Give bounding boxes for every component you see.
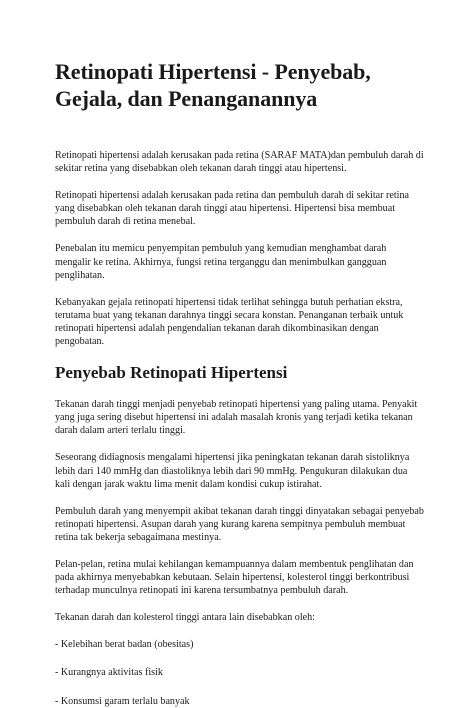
- section-paragraph-5: Tekanan darah dan kolesterol tinggi antara lain disebabkan oleh:: [55, 612, 315, 624]
- intro-paragraph-2: Retinopati hipertensi adalah kerusakan pada retina dan pembuluh darah di sekitar retina yang disebabkan oleh tekanan darah tinggi atau hipertensi. Hipertensi bisa membuat pembuluh darah di retina menebal.: [55, 190, 409, 228]
- section-paragraph-4: Pelan-pelan, retina mulai kehilangan kemampuannya dalam membentuk penglihatan dan pada akhirnya menyebabkan kebutaan. Selain hipertensi, kolesterol tinggi berkontribusi terhadap munculnya retinopati ini karena tersumbatnya pembuluh darah.: [55, 558, 414, 597]
- list-item: - Kelebihan berat badan (obesitas): [55, 639, 194, 651]
- list-item: - Kurangnya aktivitas fisik: [55, 667, 163, 679]
- section-heading: Penyebab Retinopati Hipertensi: [55, 363, 288, 383]
- intro-paragraph-1: Retinopati hipertensi adalah kerusakan pada retina (SARAF MATA)dan pembuluh darah di sekitar retina yang disebabkan oleh tekanan darah tinggi atau hipertensi.: [55, 150, 424, 175]
- section-paragraph-1: Tekanan darah tinggi menjadi penyebab retinopati hipertensi yang paling utama. Penyakit yang juga sering disebut hipertensi ini adalah masalah kronis yang terjadi ketika tekanan darah dalam arteri terlalu tinggi.: [55, 399, 418, 437]
- page-title: Retinopati Hipertensi - Penyebab, Gejala, dan Penanganannya: [55, 59, 371, 111]
- intro-paragraph-4: Kebanyakan gejala retinopati hipertensi tidak terlihat sehingga butuh perhatian ekstra, terutama buat yang tekanan darahnya tinggi secara konstan. Penanganan terbaik untuk retinopati hipertensi adalah pengendalian tekanan darah dikombinasikan dengan pengobatan.: [55, 296, 404, 348]
- section-paragraph-2: Seseorang didiagnosis mengalami hipertensi jika peningkatan tekanan darah sistoliknya lebih dari 140 mmHg dan diastoliknya lebih dari 90 mmHg. Pengukuran dilakukan dua kali dengan jarak waktu lima menit dalam kondisi cukup istirahat.: [55, 452, 410, 490]
- list-item: - Konsumsi garam terlalu banyak: [55, 695, 190, 707]
- section-paragraph-3: Pembuluh darah yang menyempit akibat tekanan darah tinggi dinyatakan sebagai penyebab retinopati hipertensi. Asupan darah yang kurang karena sempitnya pembuluh membuat retina tak bekerja sebagaimana mestinya.: [55, 505, 424, 543]
- intro-paragraph-3: Penebalan itu memicu penyempitan pembuluh yang kemudian menghambat darah mengalir ke retina. Akhirnya, fungsi retina terganggu dan menimbulkan gangguan penglihatan.: [55, 243, 387, 281]
